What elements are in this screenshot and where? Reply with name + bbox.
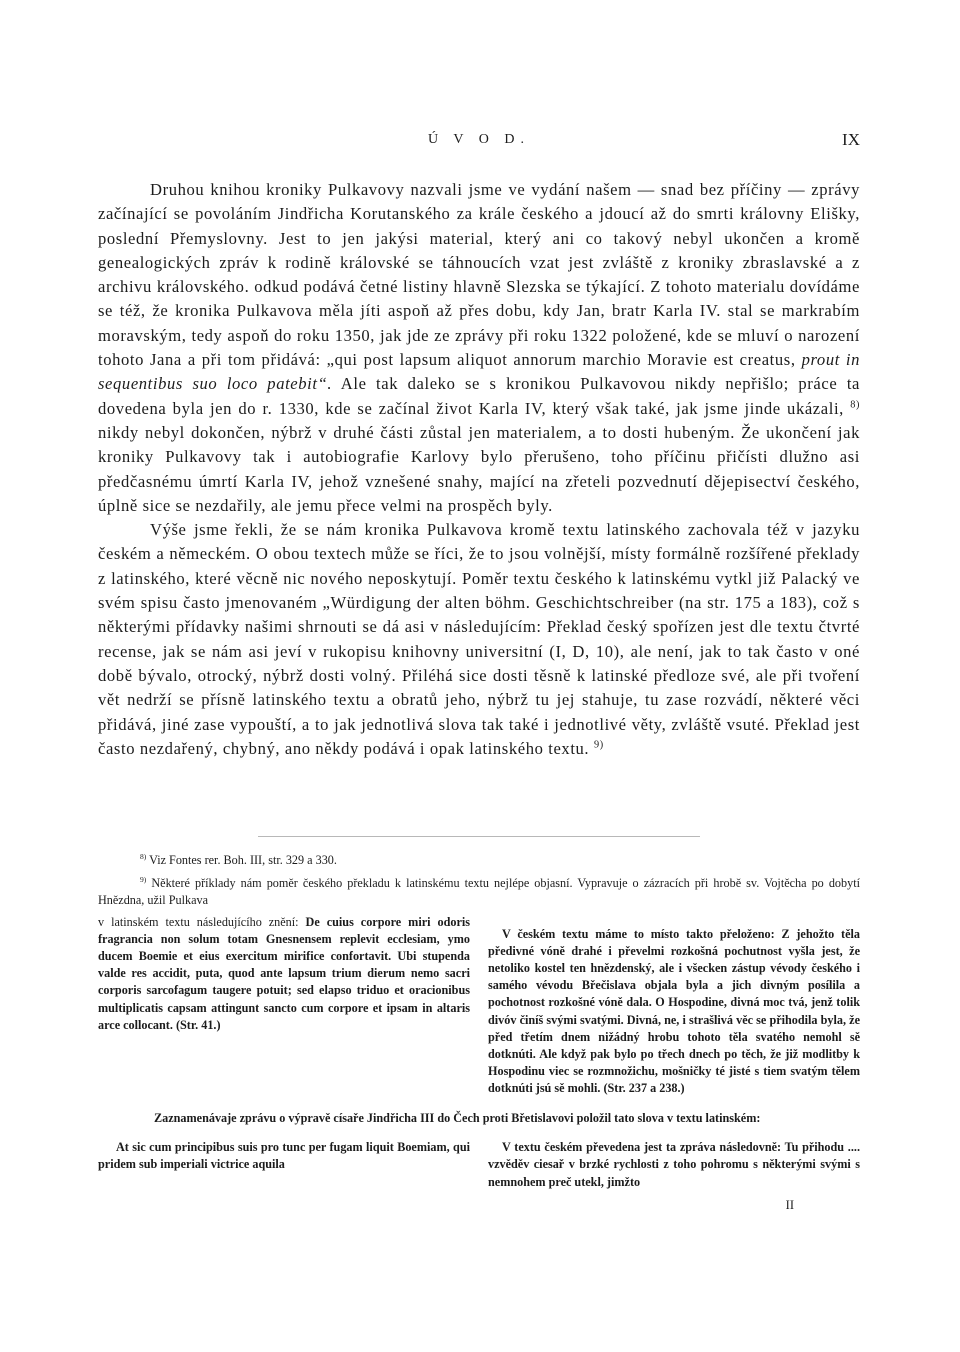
footnote-mark: 8) bbox=[140, 851, 147, 861]
page-number: IX bbox=[842, 130, 860, 149]
footnote-ref: 9) bbox=[593, 739, 604, 751]
footnote-9 bbox=[98, 875, 860, 909]
latin-quote-2: At sic cum principibus suis pro tunc per fugam liquit Boemiam, qui pridem sub imperiali victrice aquila bbox=[98, 1140, 470, 1172]
page-header bbox=[98, 128, 860, 158]
paragraph bbox=[98, 518, 860, 761]
paragraph-text: Ale tak daleko se s kronikou Pulkavovou nikdy nepřišlo; práce ta dovedena byla jen do r. 1330, kde se začínal život Karla IV, který však také, jak jsme jinde ukázali, bbox=[98, 374, 860, 418]
parallel-columns-2 bbox=[98, 1139, 860, 1191]
paragraph-text: Výše jsme řekli, že se nám kronika Pulkavova kromě textu latinského zachovala též v jazyku českém a německém. O obou textech může se říci, že to jsou volnější, místy formálně rozšířené překlady z latinského, které věcně nic nového neposkytují. Poměr textu českého k latinskému vytkl již Palacký ve svém spisu často jmenovaném „Würdigung der alten böhm. Geschichtschreiber (na str. 175 a 183), což s některými přídavky našimi shrnouti se dá asi v následujícím: Překlad český spořízen jest dle textu čtvrté recense, jak se nám asi jeví v rukopisu knihovny universitní (I, D, 10), ale není, jak to tak často v oné době bývalo, otrocký, nýbrž dosti volný. Přiléhá sice dosti těsně k latinské předloze své, ale při tvoření vět nedrží se přísně latinského textu a obratů jeho, nýbrž tu jej stahuje, tu zase rozvádí, některé věci přidává, jiné zase vypouští, a to jak jednotlivá slova tak také i jednotlivé věty, zvláště vsuté. Překlad jest často nezdařený, chybný, ano někdy podává i opak latinského textu. bbox=[98, 520, 860, 758]
main-text bbox=[98, 178, 860, 761]
latin-intro: v latinském textu následujícího znění: De cuius corpore miri odoris fragrancia non solum totam Gnesnensem replevit ecclesiam, ymo ducem Boemie et eius exercitum mirifice confortavit. Ubi stupenda valde res accidit, puta, quod ante lapsum trium dierum nemo sacri corporis sarcofagum taugere potuit; sed elapso triduo et oracionibus multiplicatis capsam attingunt sancto cum corpore et ipsam in altaris arce collocant. (Str. 41.) bbox=[98, 914, 470, 1032]
paragraph-text: nikdy nebyl dokončen, nýbrž v druhé části zůstal jen materialem, a to dosti hubeným. Že ukončení jak kroniky Pulkavovy tak i autobiografie Karlovy bylo přerušeno, toho příčinu přičísti dlužno asi předčasnému úmrtí Karla IV, jehož vznešené snahy, mající na zřeteli pozvednutí dějepisectví českého, úplně sice se nezdařily, ale jemu přece velmi na prospěch byly. bbox=[98, 422, 860, 515]
parallel-columns bbox=[98, 914, 860, 1098]
second-example bbox=[98, 1110, 860, 1214]
paragraph-text: Druhou knihou kroniky Pulkavovy nazvali jsme ve vydání našem — snad bez příčiny — zprávy začínající se povoláním Jindřicha Korutanského za krále českého a jdoucí až do smrti královny Elišky, poslední Přemyslovny. Jest to jen jakýsi material, který ani co takový nebyl ukončen a kromě genealogických zpráv k rodině královské se táhnoucích vzat jest zvláště z kroniky zbraslavské a z archivu královského. odkud podává četné listiny hlavně Slezska se týkající. Z tohoto materialu dovídáme se též, že kronika Pulkavova měla jíti aspoň až přes dobu, kdy Jan, bratr Karla IV. stal se markrabím moravským, tedy aspoň do roku 1350, jak jde ze zprávy při roku 1322 položené, kde se mluví o narození tohoto Jana a při tom přidává: „qui post lapsum aliquot annorum marchio Moravie est creatus, bbox=[98, 180, 860, 370]
second-example-intro: Zaznamenávaje zprávu o výpravě císaře Jindřicha III do Čech proti Břetislavovi položil tato slova v textu latinském: bbox=[154, 1110, 761, 1125]
latin-column-2 bbox=[98, 1139, 470, 1191]
footnote-separator bbox=[258, 836, 700, 837]
latin-column bbox=[98, 914, 470, 1098]
latin-quote-italic: prout in sequentibus suo loco patebit“. bbox=[98, 350, 860, 394]
footnote-mark: 9) bbox=[140, 875, 147, 885]
czech-column-2 bbox=[488, 1139, 860, 1191]
czech-quote: V českém textu máme to místo takto přeloženo: Z jehožto těla předivné vóně drahé i převelmi rozkošná pochutnost vyšla jest, že netoliko kostel ten hnězdenský, ale i všecken zástup vévody českého i samého vévodu Břečislava objala byla a jich divným posílila a pochotnost rozkošné vóně dala. O Hospodine, divná moc tvá, jenž tolik divóv činíš svými svatými. Divná, ne, i strašlivá věc se přihodila byla, že před třetím dnem nižádný hrobu tohoto těla svatého nemohl sě dotknúti. Ale když pak bylo po třech dnech po těch, že již modlitby k Hospodinu viec se rozmnožichu, mošničky té jisté s tiem svatým tělem dotknúti jsú sě mohli. (Str. 237 a 238.) bbox=[488, 926, 860, 1096]
paragraph bbox=[98, 178, 860, 518]
footnote-ref: 8) bbox=[850, 399, 860, 411]
czech-quote-2: V textu českém převedena jest ta zpráva následovně: Tu přihodu .... vzvěděv ciesař v brzké rychlosti z toho pohromu s některými svými s nemnohem preč utekl, jimžto bbox=[488, 1140, 860, 1189]
footnote-text: Viz Fontes rer. Boh. III, str. 329 a 330. bbox=[149, 853, 337, 867]
sheet-signature: II bbox=[785, 1197, 794, 1212]
footnotes bbox=[98, 852, 860, 1214]
latin-quote: De cuius corpore miri odoris fragrancia non solum totam Gnesnensem replevit ecclesiam, ymo ducem Boemie et eius exercitum mirifice confortavit. Ubi stupenda valde res accidit, puta, quod ante lapsum trium dierum nemo sacri corporis sarcofagum taugere potuit; sed elapso triduo et oracionibus multiplicatis capsam attingunt sancto cum corpore et ipsam in altaris arce collocant. (Str. 41.) bbox=[98, 914, 470, 1032]
footnote-text: Některé příklady nám poměr českého překladu k latinskému textu nejlépe objasní. Vypravuje o zázracích při hrobě sv. Vojtěcha po dobytí Hnězdna, užil Pulkava bbox=[98, 876, 860, 908]
running-title: Ú V O D. bbox=[428, 132, 530, 147]
footnote-8 bbox=[98, 852, 860, 869]
czech-column bbox=[488, 914, 860, 1098]
